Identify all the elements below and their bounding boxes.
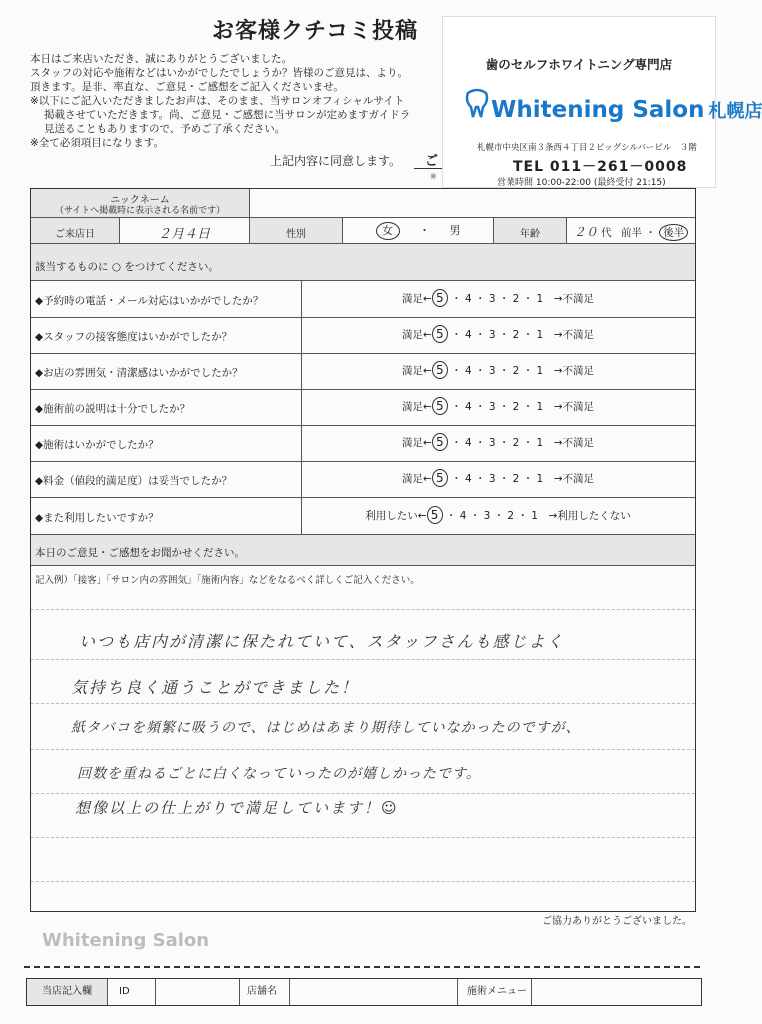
- agree-signature-partial: ご: [425, 154, 439, 169]
- salon-card: [442, 16, 762, 188]
- intro-line: 本日はご来店いただき、誠にありがとうございました。: [30, 53, 293, 65]
- gender-male[interactable]: 男: [449, 224, 461, 237]
- gender-separator: ・: [419, 224, 430, 237]
- rating-selected[interactable]: 5: [432, 397, 448, 415]
- rating-selected[interactable]: 5: [427, 506, 443, 524]
- rating-selected[interactable]: 5: [432, 469, 448, 487]
- salon-city: 札幌店: [708, 101, 762, 122]
- nickname-sublabel: （サイトへ掲載時に表示される名前です）: [54, 206, 226, 216]
- page-title: お客様クチコミ投稿: [212, 19, 419, 44]
- intro-line: ※以下にご記入いただきましたお声は、そのまま、当サロンオフィシャルサイト: [30, 95, 405, 107]
- question-return: ◆また利用したいですか？: [35, 512, 159, 524]
- salon-hours: 営業時間 10:00-22:00 (最終受付 21:15): [497, 178, 666, 188]
- store-use-label: 当店記入欄: [27, 979, 107, 1005]
- salon-tel: TEL 011－261－0008: [513, 159, 688, 175]
- rating-selected[interactable]: 5: [432, 433, 448, 451]
- age-separator: ・: [645, 227, 656, 239]
- store-use-box: [26, 978, 702, 1006]
- visit-date-label: ご来店日: [55, 229, 95, 240]
- age-label: 年齢: [520, 229, 540, 240]
- agree-signature-line: [414, 168, 442, 169]
- age-unit: 代: [601, 227, 612, 239]
- store-name-label: 店舗名: [247, 986, 277, 997]
- rating-scale[interactable]: 満足← 5 ・ 4 ・ 3 ・ 2 ・ 1 →不満足: [401, 327, 595, 341]
- comment-line[interactable]: いつも店内が清潔に保たれていて、スタッフさんも感じよく: [79, 632, 565, 651]
- gender-label: 性別: [286, 229, 306, 240]
- comment-line[interactable]: 回数を重ねるごとに白くなっていったのが嬉しかったです。: [77, 766, 481, 782]
- rating-selected[interactable]: 5: [432, 361, 448, 379]
- rating-scale[interactable]: 利用したい← 5 ・ 4 ・ 3 ・ 2 ・ 1 →利用したくない: [365, 508, 631, 522]
- comment-line[interactable]: 想像以上の仕上がりで満足しています！☺: [75, 799, 399, 817]
- agree-statement: 上記内容に同意します。: [270, 154, 402, 168]
- comment-heading: 本日のご意見・ご感想をお聞かせください。: [35, 547, 245, 559]
- rating-scale[interactable]: 満足← 5 ・ 4 ・ 3 ・ 2 ・ 1 →不満足: [401, 363, 595, 377]
- intro-line: 頂きます。是非、率直な、ご意見・ご感想をご記入くださいませ。: [30, 81, 344, 93]
- salon-logo-text: Whitening Salon: [491, 97, 705, 123]
- survey-form: [30, 188, 696, 912]
- age-options[interactable]: [567, 223, 695, 241]
- visit-date-value[interactable]: ２月４日: [157, 227, 210, 242]
- salon-address: 札幌市中央区南３条西４丁目２ビッグシルバービル ３階: [477, 143, 697, 153]
- agree-note: ※: [430, 172, 437, 181]
- question-phone-email: ◆予約時の電話・メール対応はいかがでしたか？: [35, 295, 264, 307]
- question-explanation: ◆施術前の説明は十分でしたか？: [35, 403, 191, 415]
- menu-label: 施術メニュー: [467, 986, 527, 997]
- age-early[interactable]: 前半: [621, 227, 642, 239]
- intro-line: ※全て必須項目になります。: [30, 137, 164, 149]
- id-label: ID: [119, 986, 130, 997]
- question-treatment: ◆施術はいかがでしたか？: [35, 439, 159, 451]
- rating-selected[interactable]: 5: [432, 289, 448, 307]
- age-value[interactable]: ２０: [573, 225, 598, 239]
- comment-line[interactable]: 気持ち良く通うことができました！: [71, 678, 360, 697]
- rating-scale[interactable]: 満足← 5 ・ 4 ・ 3 ・ 2 ・ 1 →不満足: [401, 435, 595, 449]
- rating-scale[interactable]: 満足← 5 ・ 4 ・ 3 ・ 2 ・ 1 →不満足: [401, 291, 595, 305]
- watermark-logo: Whitening Salon: [42, 930, 210, 951]
- thanks-message: ご協力ありがとうございました。: [542, 916, 692, 927]
- rating-scale[interactable]: 満足← 5 ・ 4 ・ 3 ・ 2 ・ 1 →不満足: [401, 399, 595, 413]
- intro-line: 見送ることもありますので、予めご了承ください。: [44, 123, 286, 135]
- nickname-label: ニックネーム: [110, 195, 170, 206]
- salon-logo: [491, 97, 762, 123]
- card-heading: 歯のセルフホワイトニング専門店: [485, 57, 673, 72]
- comment-example: 記入例）「接客」「サロン内の雰囲気」「施術内容」などをなるべく詳しくご記入ください。: [35, 575, 420, 586]
- gender-female-circled[interactable]: 女: [376, 222, 400, 240]
- tooth-logo-icon: [465, 89, 489, 119]
- intro-line: 掲載させていただきます。尚、ご意見・ご感想に当サロンが定めますガイドラ: [44, 109, 411, 121]
- intro-line: スタッフの対応や施術などはいかがでしたでしょうか？皆様のご意見は、より。: [30, 67, 408, 79]
- cut-line: [24, 966, 700, 968]
- rating-instruction: 該当するものに ○ をつけてください。: [35, 261, 219, 273]
- rating-scale[interactable]: 満足← 5 ・ 4 ・ 3 ・ 2 ・ 1 →不満足: [401, 471, 595, 485]
- question-atmosphere: ◆お店の雰囲気・清潔感はいかがでしたか？: [35, 367, 243, 379]
- question-price: ◆料金（値段的満足度）は妥当でしたか？: [35, 475, 233, 487]
- rating-selected[interactable]: 5: [432, 325, 448, 343]
- comment-line[interactable]: 紙タバコを頻繁に吸うので、はじめはあまり期待していなかったのですが、: [71, 720, 581, 736]
- question-staff-attitude: ◆スタッフの接客態度はいかがでしたか？: [35, 331, 233, 343]
- gender-options[interactable]: [343, 222, 493, 240]
- age-late-circled[interactable]: 後半: [659, 224, 688, 241]
